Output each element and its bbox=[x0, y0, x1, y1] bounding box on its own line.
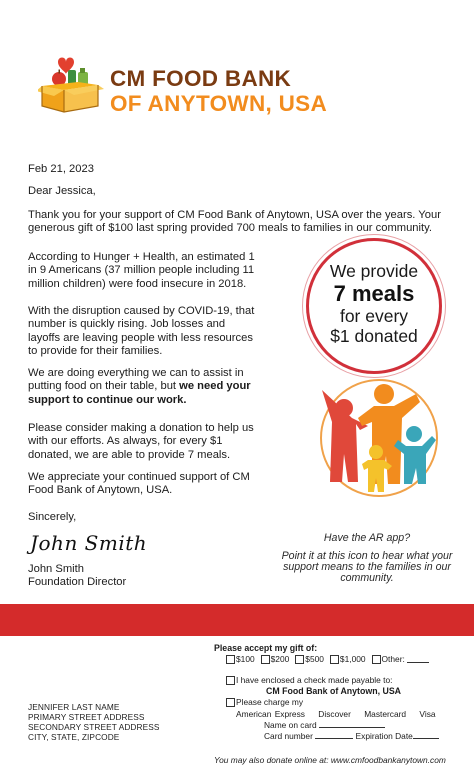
gift-form-title: Please accept my gift of: bbox=[214, 643, 318, 653]
org-name-line2: OF ANYTOWN, USA bbox=[110, 91, 327, 116]
handwritten-signature: John Smith bbox=[30, 531, 148, 555]
checkbox[interactable] bbox=[372, 655, 381, 664]
signer-title: Foundation Director bbox=[28, 576, 127, 588]
card-type-discover[interactable]: Discover bbox=[318, 709, 351, 719]
expiration-field[interactable] bbox=[413, 731, 439, 739]
checkbox[interactable] bbox=[226, 655, 235, 664]
family-icon[interactable] bbox=[316, 360, 442, 510]
callout-line2: 7 meals bbox=[333, 281, 415, 306]
charge-card-label: Please charge my bbox=[236, 697, 304, 707]
amount-option-500[interactable] bbox=[295, 654, 324, 664]
letter-paragraph-statistics: According to Hunger + Health, an estimated 1 in 9 Americans (37 million people including 11 million children) were food insecure in 2018. bbox=[28, 251, 255, 290]
letter-paragraph-thanks: We appreciate your continued support of CM Food Bank of Anytown, USA. bbox=[28, 471, 250, 497]
amount-label: $500 bbox=[305, 654, 324, 664]
card-types bbox=[236, 709, 446, 719]
check-enclosed-option[interactable] bbox=[226, 675, 392, 685]
charge-card-option[interactable] bbox=[226, 697, 303, 707]
support-emphasis: we need your support to continue our work. bbox=[28, 380, 251, 406]
card-number-field[interactable] bbox=[315, 731, 353, 739]
amount-label: $100 bbox=[236, 654, 255, 664]
check-enclosed-label: I have enclosed a check made payable to: bbox=[236, 675, 393, 685]
letter-paragraph-support bbox=[28, 367, 260, 407]
checkbox[interactable] bbox=[226, 698, 235, 707]
meals-callout-circle bbox=[306, 238, 442, 374]
letter-greeting: Dear Jessica, bbox=[28, 185, 96, 197]
org-name-line1: CM FOOD BANK bbox=[110, 66, 292, 91]
card-number-row bbox=[264, 731, 439, 741]
expiration-label: Expiration Date bbox=[355, 731, 413, 741]
letter-closing: Sincerely, bbox=[28, 511, 77, 523]
letter-date: Feb 21, 2023 bbox=[28, 163, 94, 175]
tear-off-divider bbox=[0, 604, 474, 636]
card-type-visa[interactable]: Visa bbox=[419, 709, 436, 719]
name-on-card-label: Name on card bbox=[264, 720, 317, 730]
amount-label: $200 bbox=[270, 654, 290, 664]
checkbox[interactable] bbox=[261, 655, 270, 664]
letter-paragraph-covid: With the disruption caused by COVID-19, that number is quickly rising. Job losses and layoffs are leaving people with less resources to provide for their families. bbox=[28, 305, 255, 358]
callout-line4: $1 donated bbox=[330, 326, 418, 346]
callout-line3: for every bbox=[339, 306, 409, 326]
amount-option-100[interactable] bbox=[226, 654, 255, 664]
amount-label: Other: bbox=[381, 654, 405, 664]
address-line3: SECONDARY STREET ADDRESS bbox=[28, 722, 160, 732]
ar-app-description: Point it at this icon to hear what your support means to the families in our community. bbox=[281, 550, 453, 584]
address-line1: JENNIFER LAST NAME bbox=[28, 702, 120, 712]
callout-line1: We provide bbox=[329, 261, 419, 281]
amount-option-200[interactable] bbox=[261, 654, 290, 664]
support-text: We are doing everything we can to assist in putting food on their table, but bbox=[28, 367, 244, 393]
name-on-card-field[interactable] bbox=[319, 720, 385, 728]
amount-label: $1,000 bbox=[339, 654, 366, 664]
card-type-amex[interactable]: American Express bbox=[236, 709, 305, 719]
checkbox[interactable] bbox=[295, 655, 304, 664]
letter-paragraph-donation: Please consider making a donation to help us with our efforts. As always, for every $1 donated, we are able to provide 7 meals. bbox=[28, 422, 254, 461]
card-number-label: Card number bbox=[264, 731, 313, 741]
payable-to: CM Food Bank of Anytown, USA bbox=[266, 686, 402, 696]
checkbox[interactable] bbox=[226, 676, 235, 685]
name-on-card-row bbox=[264, 720, 385, 730]
amount-option-1000[interactable] bbox=[330, 654, 366, 664]
ar-app-question: Have the AR app? bbox=[323, 532, 411, 544]
checkbox[interactable] bbox=[330, 655, 339, 664]
amount-option-other[interactable] bbox=[372, 654, 429, 664]
letter-intro: Thank you for your support of CM Food Bank of Anytown, USA over the years. Your generous gift of $100 last spring provided 700 meals to families in our community. bbox=[28, 209, 441, 235]
online-donation-note: You may also donate online at: www.cmfoodbankanytown.com bbox=[214, 755, 446, 765]
gift-amount-options bbox=[226, 654, 429, 664]
food-box-logo-icon bbox=[38, 52, 104, 114]
card-type-mastercard[interactable]: Mastercard bbox=[364, 709, 407, 719]
address-line2: PRIMARY STREET ADDRESS bbox=[28, 712, 145, 722]
address-line4: CITY, STATE, ZIPCODE bbox=[28, 732, 120, 742]
other-amount-blank[interactable] bbox=[407, 655, 429, 663]
signer-name: John Smith bbox=[28, 563, 84, 575]
